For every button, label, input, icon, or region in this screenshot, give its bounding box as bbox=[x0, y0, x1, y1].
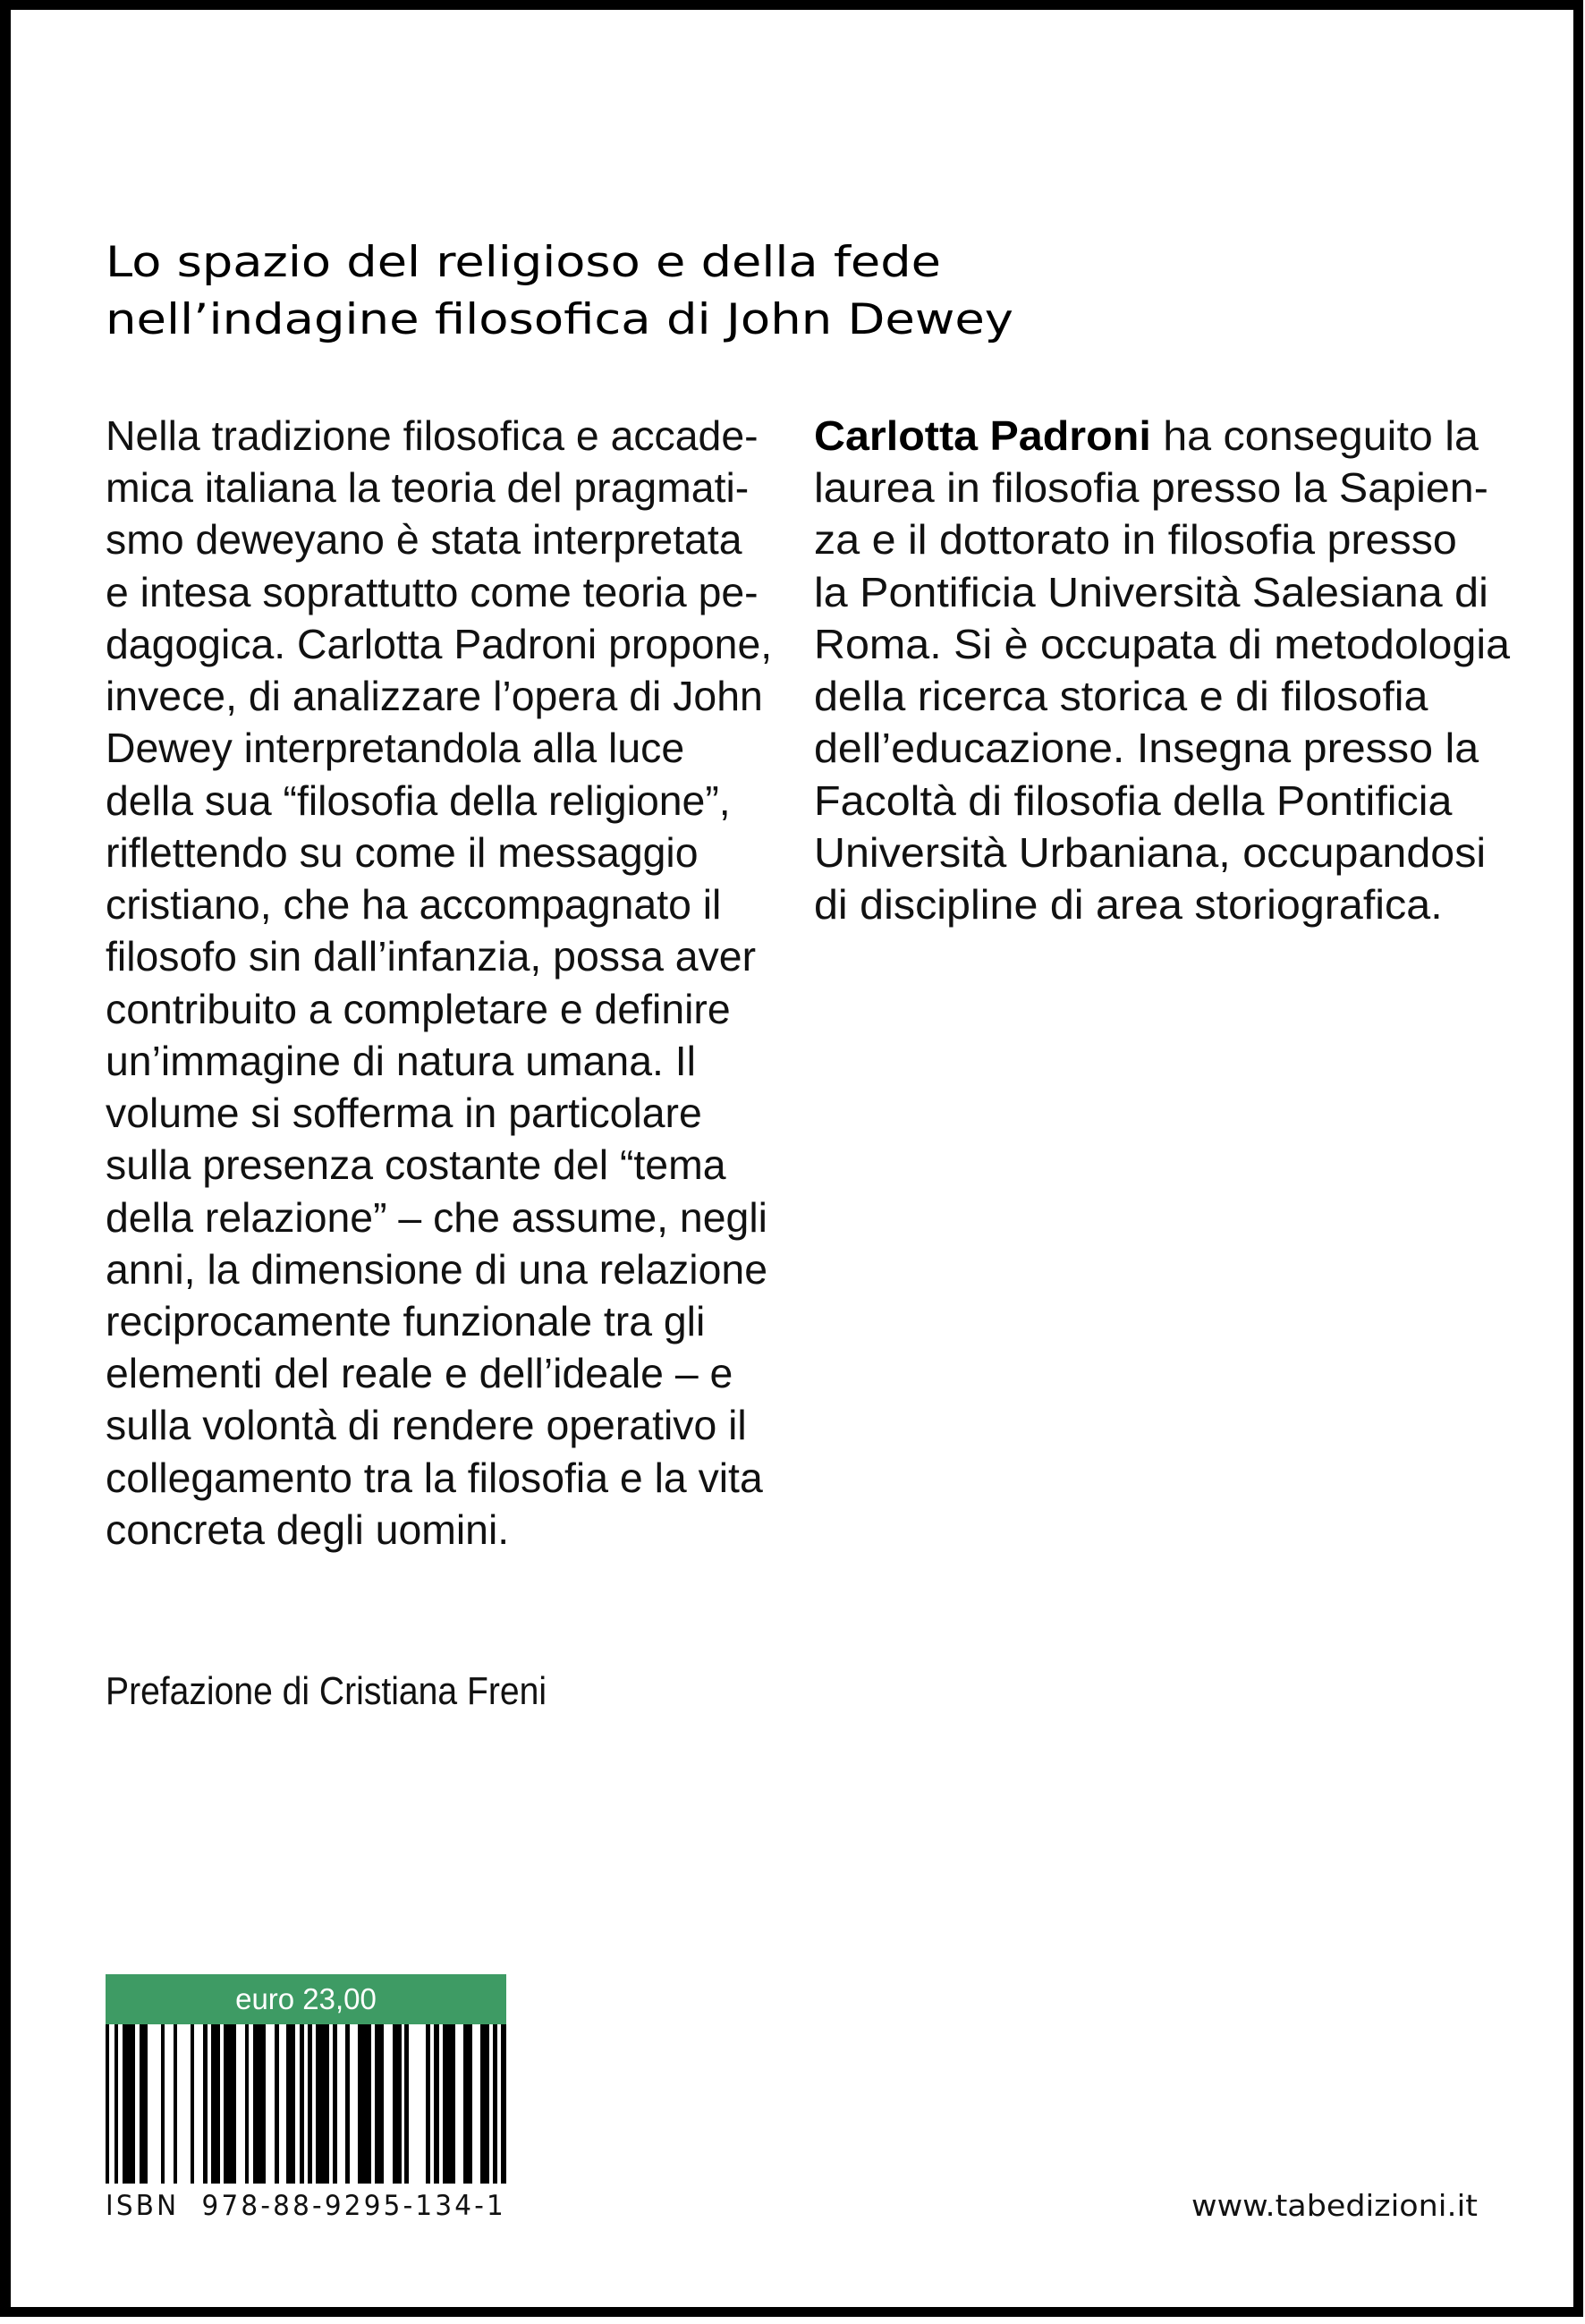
barcode-bar bbox=[308, 2024, 312, 2184]
barcode-bar bbox=[393, 2024, 402, 2184]
author-bio-line: la Pontificia Università Salesiana di bbox=[814, 568, 1488, 615]
author-bio-line: Roma. Si è occupata di metodologia bbox=[814, 620, 1511, 667]
book-title-line: Lo spazio del religioso e della fede bbox=[106, 238, 941, 287]
barcode-bar bbox=[123, 2024, 135, 2184]
author-name: Carlotta Padroni bbox=[814, 412, 1151, 459]
description-line: e intesa soprattutto come teoria pe- bbox=[106, 568, 759, 615]
price-label: euro 23,00 bbox=[235, 1982, 377, 2015]
barcode-bar bbox=[493, 2024, 497, 2184]
description-line: un’immagine di natura umana. Il bbox=[106, 1037, 697, 1084]
description-line: dagogica. Carlotta Padroni propone, bbox=[106, 620, 773, 667]
isbn-number: ISBN 978-88-9295-134-1 bbox=[106, 2190, 506, 2222]
description-line: sulla volontà di rendere operativo il bbox=[106, 1402, 747, 1449]
barcode-bar bbox=[286, 2024, 295, 2184]
description-line: anni, la dimensione di una relazione bbox=[106, 1245, 767, 1293]
barcode-bar bbox=[345, 2024, 350, 2184]
barcode-bar bbox=[114, 2024, 118, 2184]
description-line: elementi del reale e dell’ideale – e bbox=[106, 1350, 733, 1397]
barcode-bar bbox=[480, 2024, 489, 2184]
author-bio-line: laurea in filosofia presso la Sapien- bbox=[814, 464, 1488, 512]
description-line: cristiano, che ha accompagnato il bbox=[106, 881, 722, 929]
description-line: Nella tradizione filosofica e accade- bbox=[106, 412, 759, 459]
author-bio-line: za e il dottorato in filosofia presso bbox=[814, 516, 1457, 564]
author-bio-line: Facoltà di filosofia della Pontificia bbox=[814, 776, 1453, 824]
barcode-bar bbox=[443, 2024, 455, 2184]
barcode-bar bbox=[375, 2024, 384, 2184]
book-title bbox=[106, 234, 1013, 349]
barcode-bar bbox=[174, 2024, 177, 2184]
description-line: concreta degli uomini. bbox=[106, 1506, 510, 1553]
description-line: contribuito a completare e definire bbox=[106, 985, 731, 1032]
description-line: Dewey interpretandola alla luce bbox=[106, 725, 685, 772]
barcode-bar bbox=[501, 2024, 506, 2184]
barcode-bar bbox=[275, 2024, 279, 2184]
book-description bbox=[106, 410, 773, 1556]
description-line: riflettendo su come il messaggio bbox=[106, 828, 699, 876]
barcode-bar bbox=[161, 2024, 165, 2184]
author-bio-line: della ricerca storica e di filosofia bbox=[814, 673, 1428, 720]
isbn-barcode bbox=[0, 2024, 1585, 2184]
description-line: mica italiana la teoria del pragmati- bbox=[106, 464, 750, 512]
publisher-website[interactable]: www.tabedizioni.it bbox=[1191, 2188, 1478, 2223]
description-line: volume si sofferma in particolare bbox=[106, 1090, 702, 1137]
barcode-bar bbox=[253, 2024, 266, 2184]
barcode-bar bbox=[203, 2024, 208, 2184]
author-bio-text: ha conseguito la bbox=[1150, 412, 1479, 459]
author-bio-line: Università Urbaniana, occupandosi bbox=[814, 828, 1487, 876]
barcode-bar bbox=[358, 2024, 371, 2184]
barcode-bar bbox=[140, 2024, 148, 2184]
barcode-bar bbox=[434, 2024, 439, 2184]
description-line: smo deweyano è stata interpretata bbox=[106, 516, 742, 564]
description-line: della relazione” – che assume, negli bbox=[106, 1193, 767, 1241]
price-badge bbox=[106, 1974, 506, 2024]
description-line: sulla presenza costante del “tema bbox=[106, 1141, 726, 1189]
barcode-bar bbox=[245, 2024, 249, 2184]
barcode-bar bbox=[463, 2024, 472, 2184]
barcode-bar bbox=[106, 2024, 109, 2184]
barcode-bar bbox=[333, 2024, 337, 2184]
barcode-bar bbox=[316, 2024, 329, 2184]
description-line: reciprocamente funzionale tra gli bbox=[106, 1297, 706, 1344]
barcode-bar bbox=[404, 2024, 409, 2184]
barcode-bar bbox=[426, 2024, 430, 2184]
barcode-bar bbox=[211, 2024, 220, 2184]
description-line: collegamento tra la filosofia e la vita bbox=[106, 1454, 763, 1501]
author-bio-first-line bbox=[814, 410, 1510, 462]
author-bio-line: dell’educazione. Insegna presso la bbox=[814, 725, 1479, 772]
barcode-bar bbox=[300, 2024, 304, 2184]
description-line: filosofo sin dall’infanzia, possa aver bbox=[106, 933, 757, 980]
barcode-bar bbox=[191, 2024, 194, 2184]
author-bio-line: di discipline di area storiografica. bbox=[814, 881, 1443, 929]
barcode-bar bbox=[224, 2024, 236, 2184]
preface-credit: Prefazione di Cristiana Freni bbox=[106, 1669, 547, 1713]
author-bio bbox=[814, 410, 1511, 930]
description-line: della sua “filosofia della religione”, bbox=[106, 776, 731, 824]
description-line: invece, di analizzare l’opera di John bbox=[106, 673, 763, 720]
book-title-line: nell’indagine filosofica di John Dewey bbox=[106, 295, 1013, 344]
